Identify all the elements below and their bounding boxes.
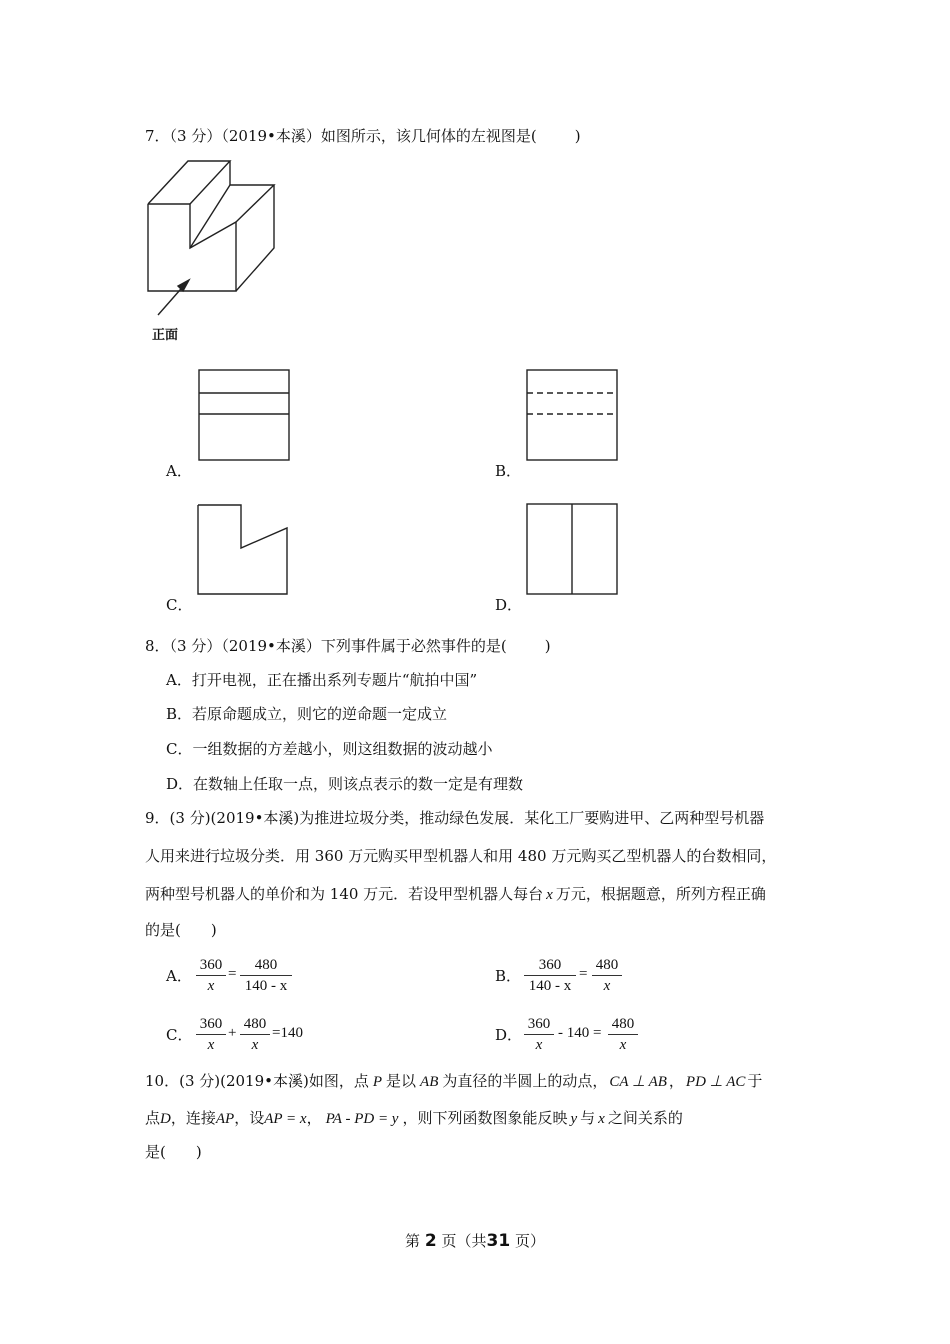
q9-b-frac-1: 360 140 - x [524,956,576,995]
q9-c-tail: =140 [272,1025,303,1041]
q8-option-a[interactable]: A．打开电视，正在播出系列专题片“航拍中国” [166,671,478,689]
q9-c-op: + [228,1025,237,1041]
q7-option-c-figure[interactable] [196,503,290,597]
ca-perp-ab: CA ⊥ AB [609,1074,667,1090]
q7-solid-figure [140,155,290,330]
page-footer: 第 2 页（共31 页） [405,1231,545,1251]
q9-d-frac-1: 360 x [524,1015,554,1054]
q9-a-frac-2: 480 140 - x [240,956,292,995]
q9-line-2: 人用来进行垃圾分类．用 360 万元购买甲型机器人和用 480 万元购买乙型机器人的台数相同， [145,847,777,865]
q8-text: 8．（3 分）（2019•本溪）下列事件属于必然事件的是( [145,637,507,655]
q7-text: 7．（3 分）（2019•本溪）如图所示，该几何体的左视图是( [145,127,537,145]
q9-option-c-label[interactable]: C． [166,1026,193,1044]
point-d: D [160,1111,171,1127]
q9-c-frac-1: 360 x [196,1015,226,1054]
pd-perp-ac: PD ⊥ AC [685,1074,746,1090]
right-face [236,185,274,291]
q9-c-frac-2: 480 x [240,1015,270,1054]
segment-ab: AB [420,1074,439,1090]
q7-option-b-label[interactable]: B． [495,462,522,480]
q9-line-3: 两种型号机器人的单价和为 140 万元．若设甲型机器人每台 x 万元，根据题意，所列方程正确 [145,885,766,903]
q7-option-d-label[interactable]: D． [495,596,523,614]
q10-line-2: 点D，连接AP，设AP = x， PA - PD = y ，则下列函数图象能反映 y 与 x 之间关系的 [145,1109,683,1127]
total-pages: 31 [486,1231,511,1251]
segment-ap: AP [215,1111,235,1127]
ap-equals-x: AP = x [264,1111,307,1127]
front-label: 正面 [152,328,179,343]
q8-option-c[interactable]: C．一组数据的方差越小，则这组数据的波动越小 [166,740,493,758]
q9-d-frac-2: 480 x [608,1015,638,1054]
q7-option-d-figure[interactable] [526,503,620,597]
q10-line-3: 是( ) [145,1143,202,1161]
tall-top-face [148,161,230,204]
page-number: 2 [424,1231,437,1251]
q7-option-c-label[interactable]: C． [166,596,193,614]
var-y: y [570,1111,578,1127]
q9-b-op: = [579,966,588,982]
q8-stem [145,636,551,656]
var-x-2: x [598,1111,605,1127]
q7-option-a-label[interactable]: A． [166,462,192,480]
q7-close-paren: ) [574,127,581,145]
slanted-face [190,185,274,248]
q9-option-b-label[interactable]: B． [495,967,522,985]
q8-option-d[interactable]: D．在数轴上任取一点，则该点表示的数一定是有理数 [166,775,524,793]
q9-option-a-label[interactable]: A． [166,967,192,985]
q9-line-4: 的是( ) [145,921,217,939]
point-p: P [372,1074,383,1090]
q7-option-a-figure[interactable] [198,369,292,463]
q9-option-d-label[interactable]: D． [495,1026,523,1044]
q7-option-b-figure[interactable] [526,369,620,463]
q8-option-b[interactable]: B．若原命题成立，则它的逆命题一定成立 [166,705,448,723]
q7-stem [145,126,581,146]
q9-a-op: = [228,966,237,982]
var-x: x [546,887,553,903]
q9-a-frac-1: 360 x [196,956,226,995]
q8-close-paren: ) [544,637,551,655]
q9-b-frac-2: 480 x [592,956,622,995]
q9-line-1: 9．(3 分)(2019•本溪)为推进垃圾分类，推动绿色发展．某化工厂要购进甲、乙两种型号机器 [145,809,765,827]
pa-minus-pd: PA - PD = y [325,1111,399,1127]
q9-d-mid: - 140 = [558,1025,602,1041]
front-face [148,204,236,291]
q10-line-1: 10．(3 分)(2019•本溪)如图，点 P 是以 AB 为直径的半圆上的动点， CA ⊥ AB ， PD ⊥ AC 于 [145,1072,763,1090]
